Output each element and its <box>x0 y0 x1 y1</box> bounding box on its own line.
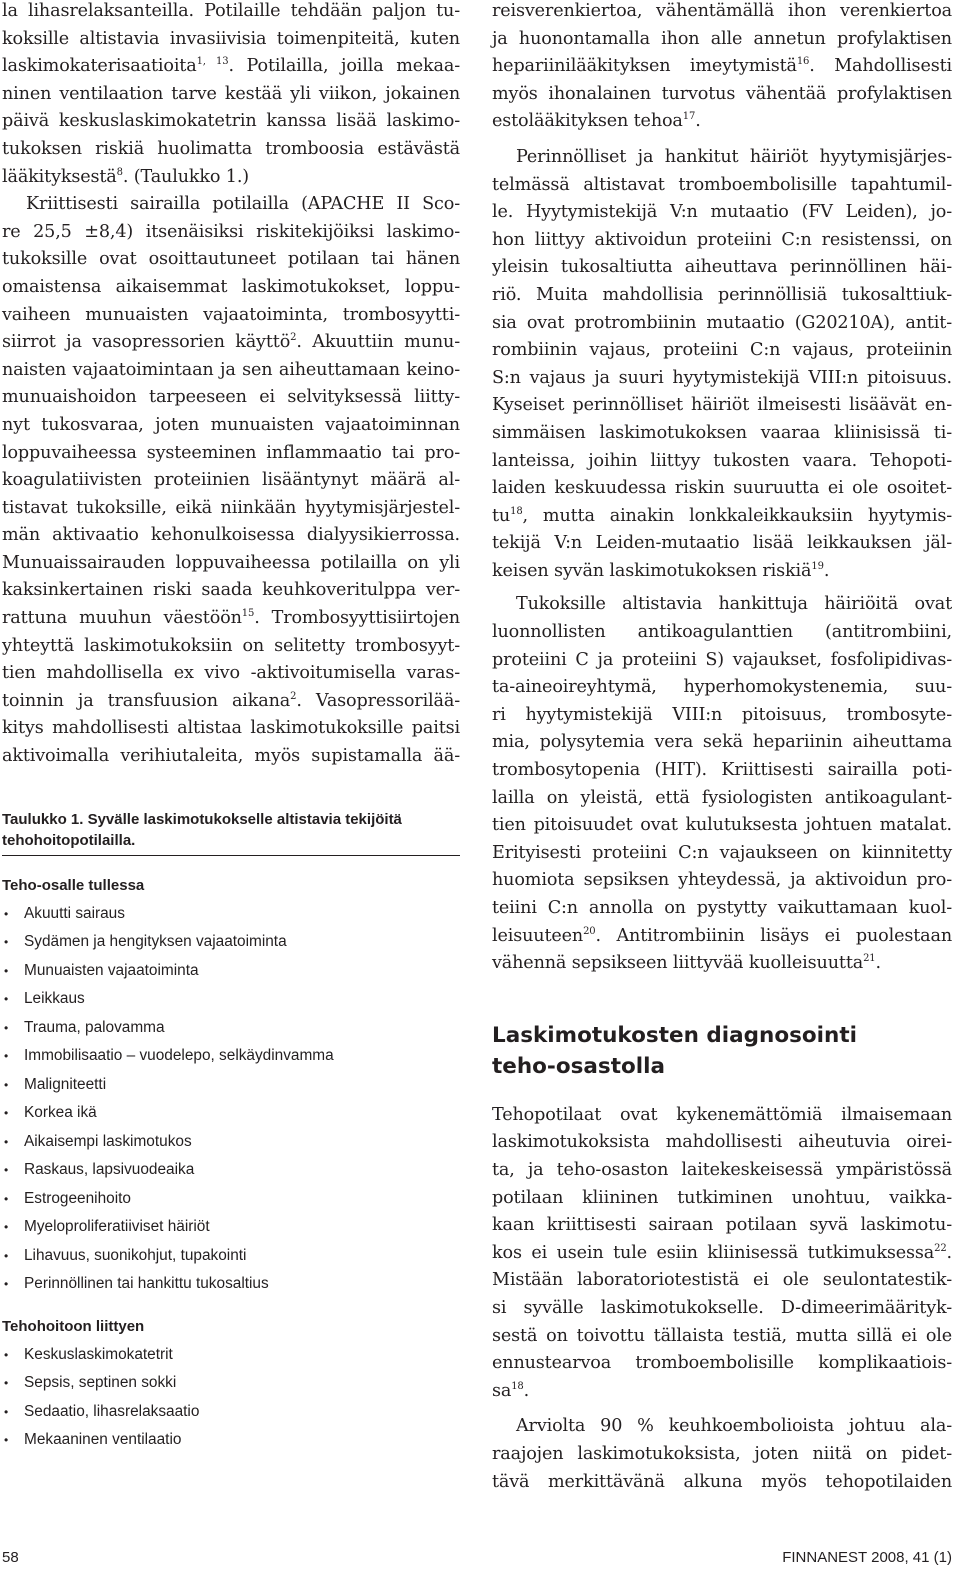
text-line: ennustearvoa tromboembolisille komplikaatiois- <box>492 1353 952 1374</box>
text-line: trombosytopenia (HIT). Kriittisesti sairailla poti- <box>492 760 952 781</box>
left-paragraph-2 <box>2 191 460 770</box>
table-list-item-label: Keskuslaskimokatetrit <box>24 1345 173 1363</box>
text-line: rombiinin vajaus, proteiini C:n vajaus, proteiinin <box>492 340 952 361</box>
text-line: tien mahdollisella ex vivo -aktivoitumisella varas- <box>2 663 460 684</box>
bullet-icon: • <box>4 963 9 978</box>
table-list-item-label: Estrogeenihoito <box>24 1189 131 1207</box>
bullet-icon: • <box>4 1404 9 1419</box>
table-list-item <box>2 1341 460 1370</box>
bullet-icon: • <box>4 1163 9 1178</box>
text-line: riö. Muita mahdollisia perinnöllisiä tukosalttiuk- <box>492 284 952 305</box>
bullet-icon: • <box>4 906 9 921</box>
text-fragment: leisuuteen <box>492 925 584 946</box>
bullet-icon: • <box>4 1191 9 1206</box>
text-line: naisten vajaatoimintaan ja sen aiheuttamaan keino- <box>2 359 460 380</box>
text-line <box>2 605 460 633</box>
table-group-list <box>2 900 460 1299</box>
text-fragment: kos ei usein tule esiin kliinisessä tutkimuksessa <box>492 1242 935 1263</box>
text-line: yleisin tukosaltiutta aiheuttava perinnöllinen häi- <box>492 257 952 278</box>
page-number: 58 <box>2 1549 19 1566</box>
text-fragment: . Trombosyyttisiirtojen <box>254 608 460 629</box>
table-list-item-label: Sepsis, septinen sokki <box>24 1374 177 1392</box>
reference-marker: 1, 13 <box>196 56 229 68</box>
table-caption-line: Taulukko 1. Syvälle laskimotukokselle altistavia tekijöitä <box>2 810 402 828</box>
text-fragment: . <box>875 953 881 974</box>
text-line <box>492 923 952 951</box>
text-line <box>492 503 952 531</box>
text-fragment: laskimokaterisaatioita <box>2 56 197 77</box>
right-paragraph-3 <box>492 591 952 977</box>
table-list-item-label: Sydämen ja hengityksen vajaatoiminta <box>24 933 287 951</box>
table-list-item-label: Immobilisaatio – vuodelepo, selkäydinvamma <box>24 1047 334 1065</box>
table-list-item <box>2 1369 460 1398</box>
text-line: ja huonontamalla ihon alle annetun profylaktisen <box>492 28 952 49</box>
text-line: laiden keskuudessa riskin suuruutta ei ole osoitet- <box>492 478 952 499</box>
text-line: Kyseiset perinnölliset häiriöt ilmeisesti lisäävät en- <box>492 395 952 416</box>
table-list-item-label: Akuutti sairaus <box>24 904 125 922</box>
text-line: loppuvaiheessa systeeminen inflammaatio tai pro- <box>2 442 460 463</box>
text-fragment: . <box>695 111 701 132</box>
text-fragment: sa <box>492 1380 512 1401</box>
table-list-item <box>2 1071 460 1100</box>
bullet-icon: • <box>4 935 9 950</box>
text-line: la lihasrelaksanteilla. Potilaille tehdään paljon tu- <box>2 1 460 21</box>
text-fragment: . Vasopressorilää- <box>296 690 460 711</box>
text-line: telmässä altistavat tromboembolisille tapahtumil- <box>492 174 952 195</box>
text-line: S:n vajaus ja suuri hyytymistekijä VIII:n pitoisuus. <box>492 367 952 388</box>
text-line: teiini C:n annolla on pystytty vaikuttamaan kuol- <box>492 898 952 918</box>
text-line: koksille altistavia invasiivisia toimenpiteitä, kuten <box>2 28 460 49</box>
text-line: Kriittisesti sairailla potilailla (APACHE II Sco- <box>26 194 460 215</box>
text-line: kaksinkertainen riski saada keuhkoveritulppa ver- <box>2 580 460 601</box>
bullet-icon: • <box>4 992 9 1007</box>
text-line: luonnollisten antikoagulanttien (antitrombiini, <box>492 622 952 643</box>
text-fragment: . Antitrombiinin lisäys ei puolestaan <box>595 925 952 946</box>
bullet-icon: • <box>4 1220 9 1235</box>
text-fragment: . Akuuttiin munu- <box>296 332 461 353</box>
reference-marker: 8 <box>116 166 123 178</box>
right-paragraph-2 <box>492 144 952 586</box>
left-column <box>2 0 460 1455</box>
table-list-item <box>2 1185 460 1214</box>
text-line: Mistään laboratoriotestistä ei ole seulontatestik- <box>492 1270 952 1291</box>
table-caption <box>2 809 460 851</box>
table-list-item <box>2 957 460 986</box>
text-line: raajojen laskimotukoksista, joten niitä on pidet- <box>492 1443 952 1464</box>
table-list-item-label: Lihavuus, suonikohjut, tupakointi <box>24 1246 247 1264</box>
bullet-icon: • <box>4 1347 9 1362</box>
table-list-item-label: Mekaaninen ventilaatio <box>24 1431 182 1449</box>
table-list-item-label: Aikaisempi laskimotukos <box>24 1132 192 1150</box>
text-fragment: . Potilailla, joilla mekaa- <box>228 56 460 77</box>
text-line: koagulatiivisten proteiinien lisääntynyt määrä al- <box>2 470 460 491</box>
table-caption-line: tehohoitopotilailla. <box>2 831 136 849</box>
text-line: kitys mahdollisesti altistaa laskimotukoksille paitsi <box>2 718 460 739</box>
text-line: mia, polysytemia vera sekä hepariinin aiheuttama <box>492 732 952 753</box>
text-fragment: . (Taulukko 1.) <box>122 166 249 187</box>
text-line: päivä keskuslaskimokatetrin kanssa lisää laskimo- <box>2 111 460 132</box>
text-line: tävä merkittävänä alkuna myös tehopotilaiden <box>492 1471 952 1492</box>
table-list-item <box>2 1398 460 1427</box>
text-line: potilaan kliininen tutkiminen unohtuu, vaikka- <box>492 1187 952 1208</box>
bullet-icon: • <box>4 1020 9 1035</box>
text-line: huomiota sepsiksen yhteydessä, ja aktivoidun pro- <box>492 870 952 891</box>
table-list-item-label: Korkea ikä <box>24 1104 97 1122</box>
right-paragraph-4 <box>492 1102 952 1406</box>
text-line: ta, ja teho-osaston laitekeskeisessä ympäristössä <box>492 1159 952 1180</box>
text-line <box>2 164 460 192</box>
text-line: myös ihonalainen turvotus vähentää profylaktisen <box>492 83 952 104</box>
text-fragment: rattuna muuhun väestöön <box>2 608 242 629</box>
text-line: proteiini C ja proteiini S) vajaukset, fosfolipidivas- <box>492 649 952 670</box>
table-group-list <box>2 1341 460 1455</box>
text-line: kaan kriittisesti sairaan potilaan syvä laskimotu- <box>492 1215 952 1236</box>
text-line: si syvälle laskimotukokselle. D-dimeerimäärityk- <box>492 1297 952 1318</box>
text-line: vaiheen munuaisten vajaatoiminta, trombosyytti- <box>2 304 460 325</box>
text-line <box>492 1240 952 1268</box>
text-line: tien pitoisuudet ovat kulutuksesta johtuen matalat. <box>492 815 952 836</box>
text-line: tistavat tukoksille, eikä niinkään hyytymisjärjestel- <box>2 497 460 518</box>
text-line: tukoksen riskiä huolimatta tromboosia estävästä <box>2 138 460 159</box>
text-line: munuaishoidon tarpeeseen ei selvityksessä liitty- <box>2 387 460 408</box>
text-fragment: lääkityksestä <box>2 166 117 187</box>
bullet-icon: • <box>4 1106 9 1121</box>
table-list-item <box>2 1014 460 1043</box>
text-line <box>492 53 952 81</box>
text-line: nyt tukosvaraa, joten munuaisten vajaatoiminnan <box>2 414 460 435</box>
text-line <box>2 53 460 81</box>
table-divider <box>2 855 460 856</box>
bullet-icon: • <box>4 1376 9 1391</box>
table-list-item <box>2 1042 460 1071</box>
text-fragment: toinnin ja transfuusion aikana <box>2 690 291 711</box>
bullet-icon: • <box>4 1248 9 1263</box>
table-1 <box>2 809 460 1455</box>
reference-marker: 20 <box>583 925 596 937</box>
table-list-item <box>2 1128 460 1157</box>
journal-citation: FINNANEST 2008, 41 (1) <box>782 1549 952 1566</box>
text-fragment: . <box>946 1242 952 1263</box>
table-list-item-label: Raskaus, lapsivuodeaika <box>24 1161 195 1179</box>
text-line: omaistensa aikaisemmat laskimotukokset, loppu- <box>2 276 460 297</box>
table-list-item-label: Perinnöllinen tai hankittu tukosaltius <box>24 1275 269 1293</box>
text-line: yhteyttä laskimotukoksiin on selitetty trombosyyt- <box>2 635 460 656</box>
text-fragment: tu <box>492 505 511 526</box>
table-list-item-label: Trauma, palovamma <box>24 1018 165 1036</box>
reference-marker: 22 <box>934 1242 947 1254</box>
text-line: ri hyytymistekijä VIII:n pitoisuus, trombosyte- <box>492 704 952 725</box>
text-fragment: siirrot ja vasopressorien käyttö <box>2 332 291 353</box>
table-list-item-label: Leikkaus <box>24 990 85 1008</box>
table-list-item-label: Sedaatio, lihasrelaksaatio <box>24 1402 200 1420</box>
bullet-icon: • <box>4 1077 9 1092</box>
table-list-item-label: Munuaisten vajaatoiminta <box>24 961 199 979</box>
text-line: Munuaissairauden loppuvaiheessa potilailla on yli <box>2 552 460 573</box>
bullet-icon: • <box>4 1134 9 1149</box>
bullet-icon: • <box>4 1049 9 1064</box>
right-column <box>492 0 952 1496</box>
text-line: re 25,5 ±8,4) itsenäisiksi riskitekijöiksi laskimo- <box>2 221 460 242</box>
table-group-title: Tehohoitoon liittyen <box>2 1317 145 1335</box>
text-line: Tukoksille altistavia hankittuja häiriöitä ovat <box>516 594 952 615</box>
text-line: sia ovat protrombiinin mutaatio (G20210A), antit- <box>492 312 952 333</box>
right-paragraph-1 <box>492 0 952 136</box>
table-list-item <box>2 1270 460 1299</box>
text-line: män aktivaatio kehonulkoisessa dialyysikierrossa. <box>2 525 460 546</box>
text-line: ta-aineoireyhtymä, hyperhomokystenemia, suu- <box>492 677 952 698</box>
bullet-icon: • <box>4 1277 9 1292</box>
text-line: hon liittyy aktivoidun proteiini C:n resistenssi, on <box>492 229 952 250</box>
table-list-item <box>2 928 460 957</box>
reference-marker: 19 <box>811 560 824 572</box>
text-line: le. Hyytymistekijä V:n mutaatio (FV Leiden), jo- <box>492 202 952 223</box>
text-line: ninen ventilaation tarve kestää yli viikon, jokainen <box>2 83 460 104</box>
text-line <box>492 558 952 586</box>
text-fragment: . <box>523 1380 530 1401</box>
reference-marker: 17 <box>682 111 696 123</box>
table-group-title: Teho-osalle tullessa <box>2 876 145 894</box>
heading-line: teho-osastolla <box>492 1053 666 1079</box>
text-line: Tehopotilaat ovat kykenemättömiä ilmaisemaan <box>492 1104 952 1125</box>
text-line: reisverenkiertoa, vähentämällä ihon verenkiertoa <box>492 1 952 21</box>
text-line: tekijä V:n Leiden-mutaatio lisää leikkauksen jäl- <box>492 533 952 554</box>
text-fragment: estolääkityksen tehoa <box>492 111 683 132</box>
reference-marker: 2 <box>290 332 297 344</box>
reference-marker: 16 <box>796 56 810 68</box>
table-list-item <box>2 1213 460 1242</box>
text-line: lanteissa, joihin liittyy tukosten vaara. Tehopoti- <box>492 450 952 471</box>
text-fragment: keisen syvän laskimotukoksen riskiä <box>492 560 812 581</box>
table-list-item <box>2 1426 460 1455</box>
reference-marker: 18 <box>511 1380 524 1392</box>
table-list-item <box>2 1242 460 1271</box>
left-paragraph-1 <box>2 0 460 191</box>
text-line: tukoksille ovat osoittautuneet potilaan tai hänen <box>2 249 460 270</box>
bullet-icon: • <box>4 1433 9 1448</box>
reference-marker: 18 <box>510 505 523 517</box>
text-line <box>2 329 460 357</box>
right-paragraph-5 <box>492 1413 952 1496</box>
text-line: simmäisen laskimotukoksen vaaraa kliinisissä ti- <box>492 422 952 443</box>
section-heading <box>492 1020 952 1082</box>
text-fragment: hepariinilääkityksen imeytymistä <box>492 56 797 77</box>
text-fragment: . Mahdollisesti <box>809 56 952 77</box>
reference-marker: 15 <box>241 608 255 620</box>
reference-marker: 2 <box>290 690 297 702</box>
text-line <box>492 108 952 136</box>
reference-marker: 21 <box>863 953 876 965</box>
text-line: laskimotukoksista mahdollisesti aiheutuvia oirei- <box>492 1132 952 1153</box>
text-line <box>492 950 952 978</box>
text-line <box>2 688 460 716</box>
text-line: Perinnölliset ja hankitut häiriöt hyytymisjärjes- <box>516 146 952 167</box>
heading-line: Laskimotukosten diagnosointi <box>492 1022 857 1048</box>
text-line: sestä on toivottu tällaista testiä, mutta sillä ei ole <box>492 1325 952 1346</box>
text-fragment: . <box>823 560 830 581</box>
table-list-item <box>2 1156 460 1185</box>
text-line: Arviolta 90 % keuhkoembolioista johtuu ala- <box>516 1416 952 1437</box>
text-line: Erityisesti proteiini C:n vajaukseen on kiinnitetty <box>492 842 952 863</box>
text-fragment: , mutta ainakin lonkkaleikkauksiin hyytymis- <box>522 505 952 526</box>
text-fragment: vähennä sepsikseen liittyvää kuolleisuutta <box>492 953 864 974</box>
text-line <box>492 1378 952 1406</box>
table-list-item-label: Myeloproliferatiiviset häiriöt <box>24 1218 210 1236</box>
table-list-item <box>2 985 460 1014</box>
text-line: lailla on yleistä, että fysiologisten antikoagulant- <box>492 787 952 808</box>
table-list-item <box>2 1099 460 1128</box>
text-line: aktivoimalla verihiutaleita, myös supistamalla ää- <box>2 746 460 767</box>
table-list-item <box>2 900 460 929</box>
table-list-item-label: Maligniteetti <box>24 1075 107 1093</box>
